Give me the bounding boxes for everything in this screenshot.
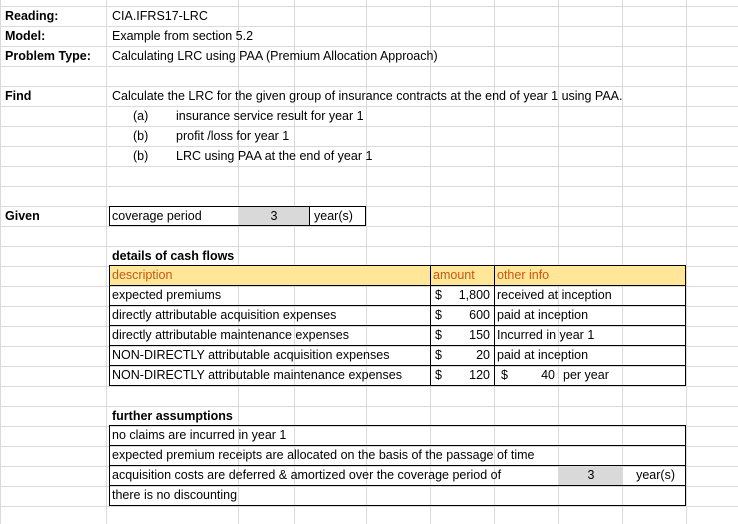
cash-flow-description[interactable]: directly attributable maintenance expenses xyxy=(110,326,431,346)
assumption-item[interactable]: there is no discounting xyxy=(112,488,238,502)
currency-symbol: $ xyxy=(435,288,442,302)
amount-value: 20 xyxy=(476,348,490,362)
column-gridline xyxy=(686,0,687,524)
model-value[interactable]: Example from section 5.2 xyxy=(112,29,254,43)
coverage-period-box xyxy=(109,206,366,226)
amortization-period-unit: year(s) xyxy=(623,466,685,486)
model-label: Model: xyxy=(5,29,46,43)
given-label: Given xyxy=(5,209,40,223)
find-label: Find xyxy=(5,89,32,103)
currency-symbol: $ xyxy=(435,308,442,322)
coverage-period-label[interactable]: coverage period xyxy=(112,209,202,223)
amount-value: 40 xyxy=(541,368,555,382)
find-item-marker: (a) xyxy=(133,109,149,123)
cash-flow-other-info[interactable]: received at inception xyxy=(495,286,685,306)
amount-value: 150 xyxy=(469,328,490,342)
find-item-text[interactable]: insurance service result for year 1 xyxy=(176,109,364,123)
assumption-item[interactable]: expected premium receipts are allocated on the basis of the passage of time xyxy=(110,446,685,466)
cash-flow-other-info[interactable]: paid at inception xyxy=(495,306,685,326)
assumptions-table xyxy=(109,425,686,506)
cash-flow-description[interactable]: expected premiums xyxy=(110,286,431,306)
cash-flow-amount[interactable] xyxy=(431,306,495,326)
column-header-amount[interactable]: amount xyxy=(431,266,495,286)
find-text[interactable]: Calculate the LRC for the given group of insurance contracts at the end of year 1 using PAA. xyxy=(112,89,623,103)
currency-symbol: $ xyxy=(435,328,442,342)
cash-flow-amount[interactable] xyxy=(431,326,495,346)
problem-type-value[interactable]: Calculating LRC using PAA (Premium Allocation Approach) xyxy=(112,49,438,63)
currency-symbol: $ xyxy=(435,348,442,362)
amount-value: 600 xyxy=(469,308,490,322)
cash-flows-title: details of cash flows xyxy=(112,249,235,263)
column-header-description[interactable]: description xyxy=(110,266,431,286)
cash-flow-description[interactable]: NON-DIRECTLY attributable maintenance expenses xyxy=(110,366,431,386)
amortization-period-value[interactable]: 3 xyxy=(559,466,623,486)
cash-flow-other-info[interactable]: Incurred in year 1 xyxy=(495,326,685,346)
cash-flow-description[interactable]: NON-DIRECTLY attributable acquisition expenses xyxy=(110,346,431,366)
assumptions-title: further assumptions xyxy=(112,409,233,423)
cash-flow-other-info[interactable]: per year xyxy=(563,368,609,382)
assumption-item[interactable]: no claims are incurred in year 1 xyxy=(110,426,685,446)
reading-label: Reading: xyxy=(5,9,59,23)
assumption-item[interactable]: acquisition costs are deferred & amortized over the coverage period of xyxy=(110,466,559,486)
cash-flow-other-info[interactable]: paid at inception xyxy=(495,346,685,366)
reading-value[interactable]: CIA.IFRS17-LRC xyxy=(112,9,208,23)
currency-symbol: $ xyxy=(435,368,442,382)
coverage-period-value[interactable]: 3 xyxy=(239,207,310,225)
find-item-marker: (b) xyxy=(133,129,149,143)
cash-flow-amount[interactable] xyxy=(431,346,495,366)
amount-value: 120 xyxy=(469,368,490,382)
cash-flow-amount[interactable] xyxy=(431,366,495,386)
cash-flows-table xyxy=(109,265,686,386)
column-header-other-info[interactable]: other info xyxy=(495,266,685,286)
find-item-text[interactable]: profit /loss for year 1 xyxy=(176,129,290,143)
cash-flow-amount[interactable] xyxy=(431,286,495,306)
amount-value: 1,800 xyxy=(458,288,490,302)
column-gridline xyxy=(106,0,107,524)
problem-type-label: Problem Type: xyxy=(5,49,91,63)
find-item-marker: (b) xyxy=(133,149,149,163)
cash-flow-other-amount[interactable] xyxy=(495,366,559,386)
cash-flow-description[interactable]: directly attributable acquisition expenses xyxy=(110,306,431,326)
coverage-period-unit: year(s) xyxy=(314,209,353,223)
find-item-text[interactable]: LRC using PAA at the end of year 1 xyxy=(176,149,373,163)
currency-symbol: $ xyxy=(501,368,508,382)
